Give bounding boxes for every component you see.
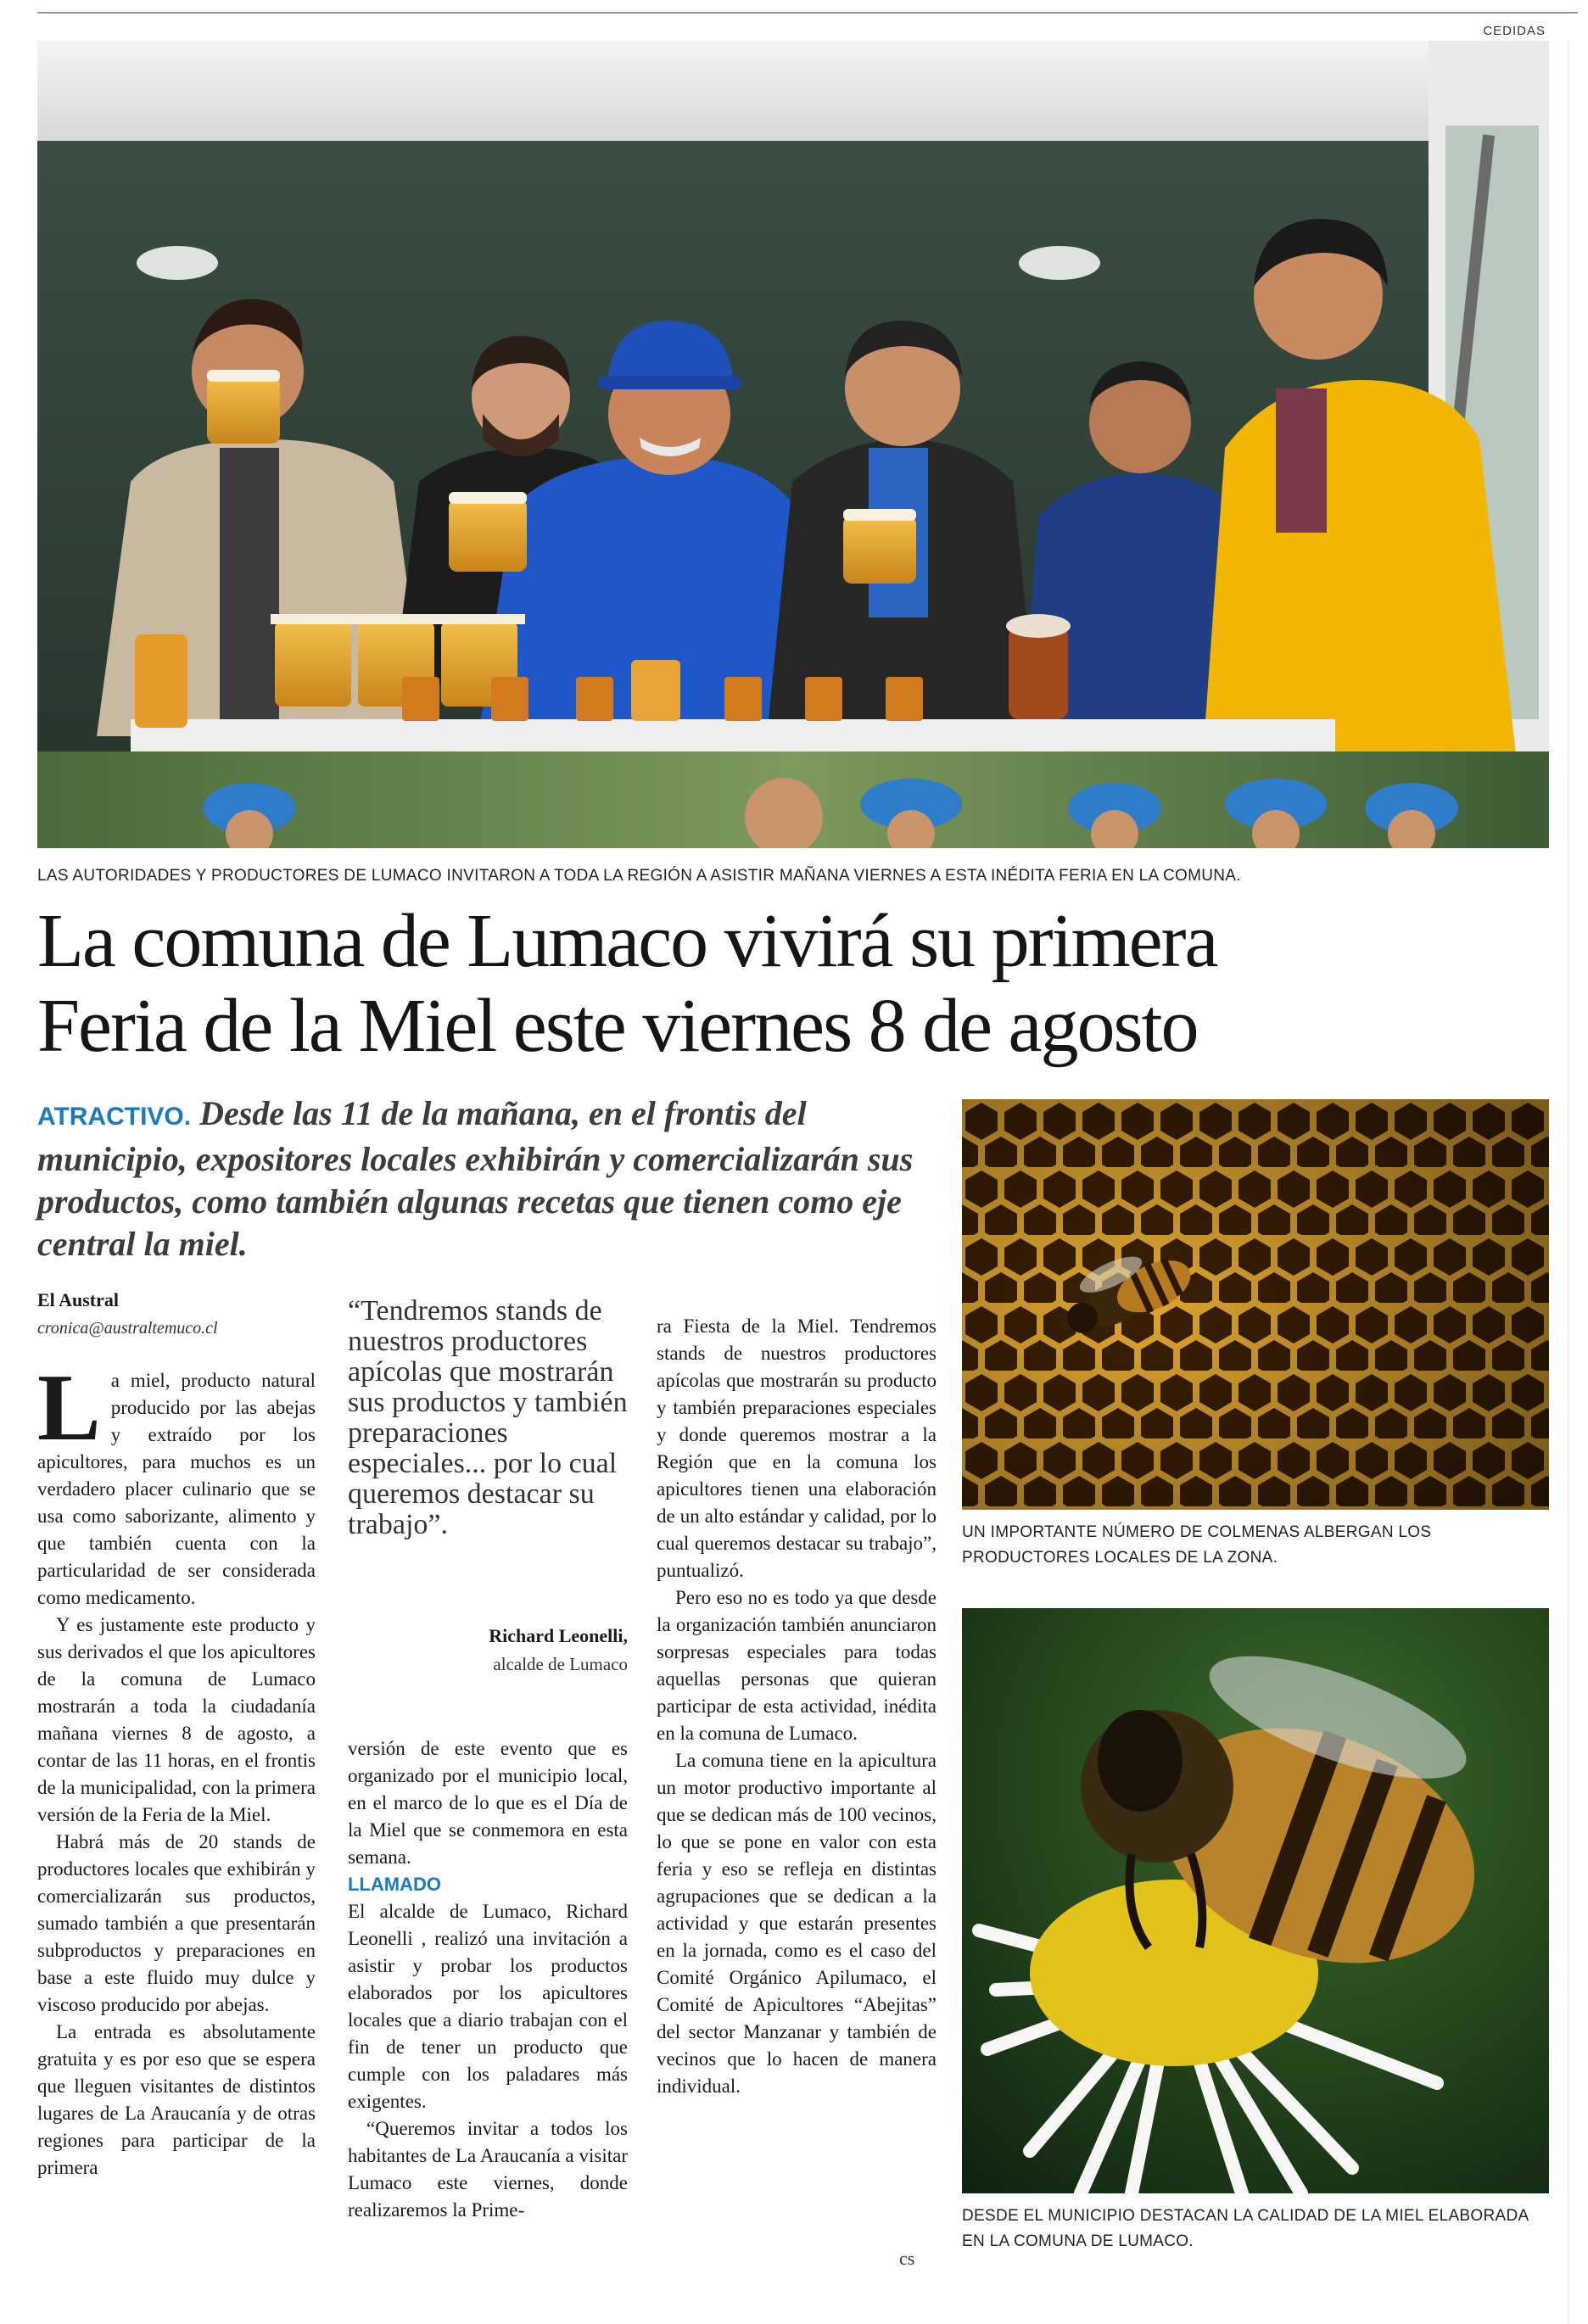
- photo-caption-bee: DESDE EL MUNICIPIO DESTACAN LA CALIDAD DE LA MIEL ELABORADA EN LA COMUNA DE LUMACO.: [962, 2207, 1529, 2250]
- quote-author: Richard Leonelli,: [489, 1625, 628, 1646]
- honeycomb-photo: [962, 1099, 1549, 1510]
- photo-caption-honeycomb: UN IMPORTANTE NÚMERO DE COLMENAS ALBERGAN LOS PRODUCTORES LOCALES DE LA ZONA.: [962, 1523, 1432, 1567]
- col3-paragraph-2: Pero eso no es todo ya que desde la organización también anunciaron sorpresas especiales para todas aquellas personas que quieran participar de esta actividad, inédita en la comuna de Lumaco.: [657, 1587, 937, 1744]
- col3-paragraph-1: ra Fiesta de la Miel. Tendremos stands de nuestros productores apícolas que mostrarán su producto y también preparaciones especiales y donde queremos mostrar a la Región que en la comuna los apicultores tienen una elaboración de un alto estándar y calidad, por lo cual queremos destacar su trabajo”, puntualizó.: [657, 1316, 937, 1581]
- col3-paragraph-3: La comuna tiene en la apicultura un motor productivo importante al que se dedican más de 100 vecinos, lo que se pone en valor con esta feria y eso se refleja en distintas agrupaciones que se dedican a la actividad y que estarán presentes en la jornada, como es el caso del Comité Orgánico Apilumaco, el Comité de Apicultores “Abejitas” del sector Manzanar y también de vecinos que lo hacen de manera individual.: [657, 1750, 937, 2097]
- pull-quote: “Tendremos stands de nuestros productores apícolas que mostrarán sus productos y también preparaciones especiales... por lo cual queremos destacar su trabajo”.: [348, 1295, 628, 1540]
- col1-paragraph-3: Habrá más de 20 stands de productores locales que exhibirán y comercializarán sus productos, sumado también a que presentarán subproductos y preparaciones en base a este fluido muy dulce y viscoso producido por abejas.: [37, 1831, 316, 2015]
- article-column-2: [348, 1735, 628, 2224]
- adjacent-page-edge: [1568, 41, 1588, 2324]
- article-column-1: [37, 1355, 316, 2182]
- quote-author-role: alcalde de Lumaco: [493, 1654, 628, 1674]
- byline-author: El Austral: [37, 1289, 119, 1310]
- headline-line-1: La comuna de Lumaco vivirá su primera: [37, 899, 1217, 983]
- article-column-3: [657, 1313, 937, 2100]
- headline: [37, 899, 1496, 1069]
- col2-paragraph-3: “Queremos invitar a todos los habitantes de La Araucanía a visitar Lumaco este viernes, donde realizaremos la Prime-: [348, 2118, 628, 2221]
- top-rule: [37, 12, 1578, 14]
- headline-line-2: Feria de la Miel este viernes 8 de agosto: [37, 984, 1198, 1068]
- photo-caption-main: LAS AUTORIDADES Y PRODUCTORES DE LUMACO INVITARON A TODA LA REGIÓN A ASISTIR MAÑANA VIERNES A ESTA INÉDITA FERIA EN LA COMUNA.: [37, 867, 1241, 885]
- lead-kicker: ATRACTIVO.: [37, 1103, 192, 1131]
- col2-paragraph-2: El alcalde de Lumaco, Richard Leonelli , realizó una invitación a asistir y probar los productos elaborados por los apicultores locales que a diario trabajan con el fin de tener un producto que cumple con los paladares más exigentes.: [348, 1901, 628, 2112]
- lead-paragraph: [37, 1092, 920, 1265]
- bee-flower-photo: [962, 1608, 1549, 2193]
- col2-paragraph-1: versión de este evento que es organizado por el municipio local, en el marco de lo que es el Día de la Miel que se conmemora en esta semana.: [348, 1738, 628, 1868]
- col1-paragraph-4: La entrada es absolutamente gratuita y es por eso que se espera que lleguen visitantes de distintos lugares de La Araucanía y de otras regiones para participar de la primera: [37, 2021, 316, 2178]
- col1-paragraph-2: Y es justamente este producto y sus derivados el que los apicultores de la comuna de Lumaco mostrarán a toda la ciudadanía mañana viernes 8 de agosto, a contar de las 11 horas, en el frontis de la municipalidad, con la primera versión de la Feria de la Miel.: [37, 1614, 316, 1825]
- drop-cap: L: [37, 1355, 101, 1461]
- subhead-llamado: LLAMADO: [348, 1874, 441, 1895]
- end-mark: cs: [899, 2248, 915, 2269]
- col1-paragraph-1: a miel, producto natural producido por las abejas y extraído por los apicultores, para muchos es un verdadero placer culinario que se usa como saborizante, alimento y que también cuenta con la particularidad de ser considerada como medicamento.: [37, 1370, 316, 1608]
- byline-email: cronica@australtemuco.cl: [37, 1319, 218, 1338]
- photo-credit: CEDIDAS: [1483, 24, 1546, 38]
- hero-photo: [37, 41, 1549, 848]
- lead-text: Desde las 11 de la mañana, en el frontis del municipio, expositores locales exhibirán y comercializarán sus productos, como también algunas recetas que tienen como eje central la miel.: [37, 1094, 914, 1263]
